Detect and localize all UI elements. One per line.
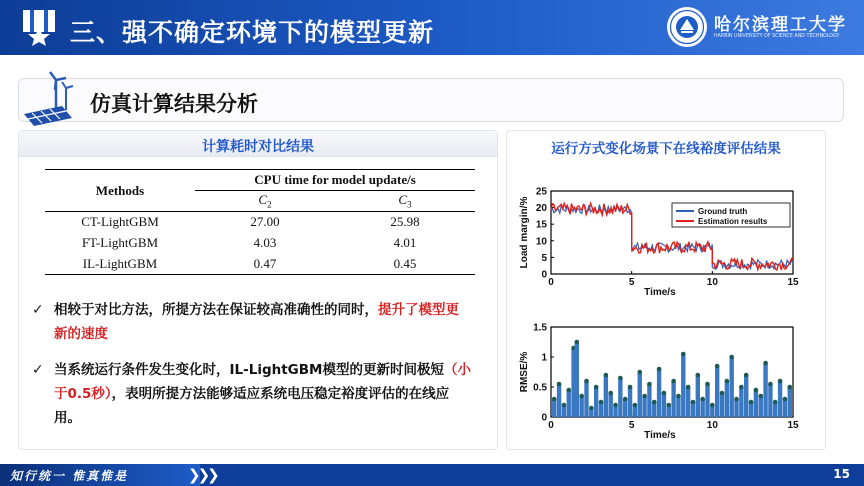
rmse-bar	[686, 387, 690, 417]
rmse-bar	[763, 363, 767, 417]
table-cell-c3: 4.01	[393, 235, 417, 250]
rmse-point	[552, 397, 557, 402]
rmse-point	[608, 391, 613, 396]
rmse-point	[768, 382, 773, 387]
university-logo	[666, 6, 856, 50]
rmse-bar	[715, 366, 719, 417]
panel-header	[19, 131, 497, 157]
rmse-point	[662, 391, 667, 396]
table-cell-c2: 4.03	[253, 235, 277, 250]
rmse-bar	[744, 375, 748, 417]
legend-label: Estimation results	[698, 217, 768, 226]
margin-chart-x-tick-label: 0	[548, 277, 554, 288]
rmse-point	[710, 403, 715, 408]
school-motto: 知行统一 惟真惟是	[10, 469, 129, 483]
university-name: 哈尔滨理工大学	[714, 15, 847, 35]
rmse-point	[773, 400, 778, 405]
rmse-bar	[700, 399, 704, 417]
rmse-bar	[647, 384, 651, 417]
margin-chart-x-tick-label: 10	[706, 277, 718, 288]
rmse-point	[604, 373, 609, 378]
rmse-bar	[783, 399, 787, 417]
column-header-c2: $C_2$	[258, 192, 272, 210]
legend-label: Ground truth	[698, 207, 748, 216]
list-item: ✓ 相较于对比方法，所提方法在保证较高准确性的同时，提升了模型更新的速度	[32, 298, 472, 346]
rmse-point	[705, 382, 710, 387]
table-cell-c2: 0.47	[253, 255, 277, 271]
rmse-point	[618, 376, 623, 381]
rmse-bar	[696, 375, 700, 417]
rmse-bar	[638, 372, 642, 417]
university-name-en: HARBIN UNIVERSITY OF SCIENCE AND TECHNOLOGY	[714, 34, 840, 39]
rmse-point	[652, 400, 657, 405]
rmse-bar	[618, 378, 622, 417]
page-number: 15	[833, 467, 850, 481]
table-cell-c3: 25.98	[390, 214, 420, 230]
rmse-point	[744, 373, 749, 378]
online-margin-panel	[506, 130, 826, 450]
rmse-point	[681, 352, 686, 357]
rmse-bar	[676, 396, 680, 417]
table-cell-method: CT-LightGBM	[81, 214, 159, 230]
rmse-bar	[734, 399, 738, 417]
highlight-text: 提升了模型更新的速度	[54, 302, 459, 342]
rmse-chart-y-tick-label: 0.5	[533, 382, 547, 394]
rmse-bar	[662, 393, 666, 417]
rmse-bar	[671, 381, 675, 417]
university-seal-icon	[666, 6, 708, 48]
medal-icon	[22, 9, 56, 47]
panel-title: 运行方式变化场景下在线裕度评估结果	[551, 141, 781, 157]
rmse-point	[575, 340, 580, 345]
wind-solar-icon	[22, 70, 76, 128]
chevrons-icon: ❯❯❯	[188, 466, 217, 484]
table-row	[45, 254, 475, 275]
rmse-point	[754, 388, 759, 393]
rmse-chart-y-tick-label: 1	[541, 352, 547, 364]
rmse-point	[758, 394, 763, 399]
checkmark-icon: ✓	[32, 302, 44, 318]
rmse-point	[686, 385, 691, 390]
column-header-methods: Methods	[95, 182, 145, 198]
rmse-chart-y-tick-label: 1.5	[533, 322, 547, 334]
rmse-point	[787, 385, 792, 390]
rmse-bar	[594, 387, 598, 417]
margin-chart-y-tick-label: 10	[535, 236, 547, 248]
margin-chart-x-axis-label: Time/s	[644, 287, 676, 298]
rmse-bar	[725, 381, 729, 417]
list-item: ✓ 当系统运行条件发生变化时，IL-LightGBM模型的更新时间极短（小于0.5秒），表明所提方法能够适应系统电压稳定裕度评估的在线应用。	[32, 358, 472, 430]
table-row	[45, 212, 475, 233]
rmse-bar	[567, 390, 571, 417]
rmse-point	[720, 391, 725, 396]
rmse-point	[725, 379, 730, 384]
margin-chart-x-tick-label: 15	[787, 277, 799, 288]
rmse-point	[623, 397, 628, 402]
rmse-point	[566, 388, 571, 393]
rmse-point	[628, 385, 633, 390]
margin-chart-x-tick-label: 5	[628, 277, 635, 288]
column-header-cpu-time: CPU time for model update/s	[195, 170, 475, 191]
rmse-point	[676, 394, 681, 399]
table-cell-c2: 27.00	[250, 214, 280, 230]
rmse-bar	[623, 399, 627, 417]
rmse-chart-x-tick-label: 0	[548, 420, 554, 431]
rmse-bar	[720, 393, 724, 417]
rmse-point	[637, 370, 642, 375]
rmse-bar	[604, 375, 608, 417]
rmse-point	[763, 361, 768, 366]
rmse-chart-y-axis-label: RMSE/%	[519, 351, 530, 393]
table-cell-c3: 0.45	[393, 255, 417, 271]
rmse-bar	[705, 384, 709, 417]
rmse-point	[584, 379, 589, 384]
rmse-point	[579, 394, 584, 399]
checkmark-icon: ✓	[32, 362, 44, 378]
rmse-bar	[681, 354, 685, 417]
rmse-bar	[657, 369, 661, 417]
page-title: 三、强不确定环境下的模型更新	[70, 18, 435, 47]
margin-chart-y-tick-label: 15	[535, 219, 547, 231]
rmse-point	[729, 355, 734, 360]
rmse-point	[642, 394, 647, 399]
rmse-point	[562, 403, 567, 408]
rmse-bar	[557, 384, 561, 417]
rmse-point	[715, 364, 720, 369]
rmse-chart-x-axis-label: Time/s	[644, 430, 676, 441]
rmse-point	[778, 379, 783, 384]
rmse-point	[613, 403, 618, 408]
charts-canvas	[507, 131, 827, 451]
cpu-time-table	[45, 169, 475, 275]
rmse-bar	[579, 396, 583, 417]
rmse-point	[691, 400, 696, 405]
section-title: 仿真计算结果分析	[90, 92, 258, 116]
rmse-point	[666, 403, 671, 408]
rmse-bar	[628, 387, 632, 417]
rmse-point	[696, 373, 701, 378]
rmse-point	[749, 400, 754, 405]
rmse-point	[589, 406, 594, 411]
rmse-point	[739, 385, 744, 390]
table-cell-method: FT-LightGBM	[81, 235, 159, 250]
rmse-point	[647, 382, 652, 387]
conclusion-list	[32, 298, 472, 442]
margin-chart-y-tick-label: 5	[541, 252, 547, 264]
rmse-point	[671, 379, 676, 384]
rmse-point	[633, 403, 638, 408]
rmse-bar	[584, 381, 588, 417]
rmse-chart-y-tick-label: 0	[541, 412, 547, 424]
highlight-text: （小于0.5秒）	[54, 362, 471, 402]
rmse-point	[700, 397, 705, 402]
panel-title: 计算耗时对比结果	[202, 139, 314, 155]
column-header-c3: $C_3$	[398, 192, 412, 210]
rmse-bar	[552, 399, 556, 417]
rmse-bar	[768, 384, 772, 417]
rmse-bar	[642, 396, 646, 417]
table-row	[45, 233, 475, 254]
rmse-bar	[575, 342, 579, 417]
rmse-point	[557, 382, 562, 387]
rmse-bar	[739, 387, 743, 417]
rmse-point	[594, 385, 599, 390]
rmse-bar	[608, 393, 612, 417]
rmse-bar	[778, 381, 782, 417]
table-cell-method: IL-LightGBM	[82, 255, 158, 271]
rmse-chart-x-tick-label: 5	[628, 420, 635, 431]
rmse-point	[783, 397, 788, 402]
margin-chart-y-tick-label: 25	[535, 186, 547, 198]
rmse-bar	[788, 387, 792, 417]
rmse-chart-x-tick-label: 10	[706, 420, 718, 431]
rmse-point	[734, 397, 739, 402]
rmse-point	[599, 400, 604, 405]
rmse-bar	[754, 390, 758, 417]
margin-chart-y-tick-label: 0	[541, 269, 547, 281]
margin-chart-y-axis-label: Load margin/%	[519, 196, 530, 269]
rmse-chart-x-tick-label: 15	[787, 420, 799, 431]
rmse-bar	[729, 357, 733, 417]
rmse-point	[657, 367, 662, 372]
margin-chart-y-tick-label: 20	[535, 203, 547, 215]
rmse-bar	[759, 396, 763, 417]
